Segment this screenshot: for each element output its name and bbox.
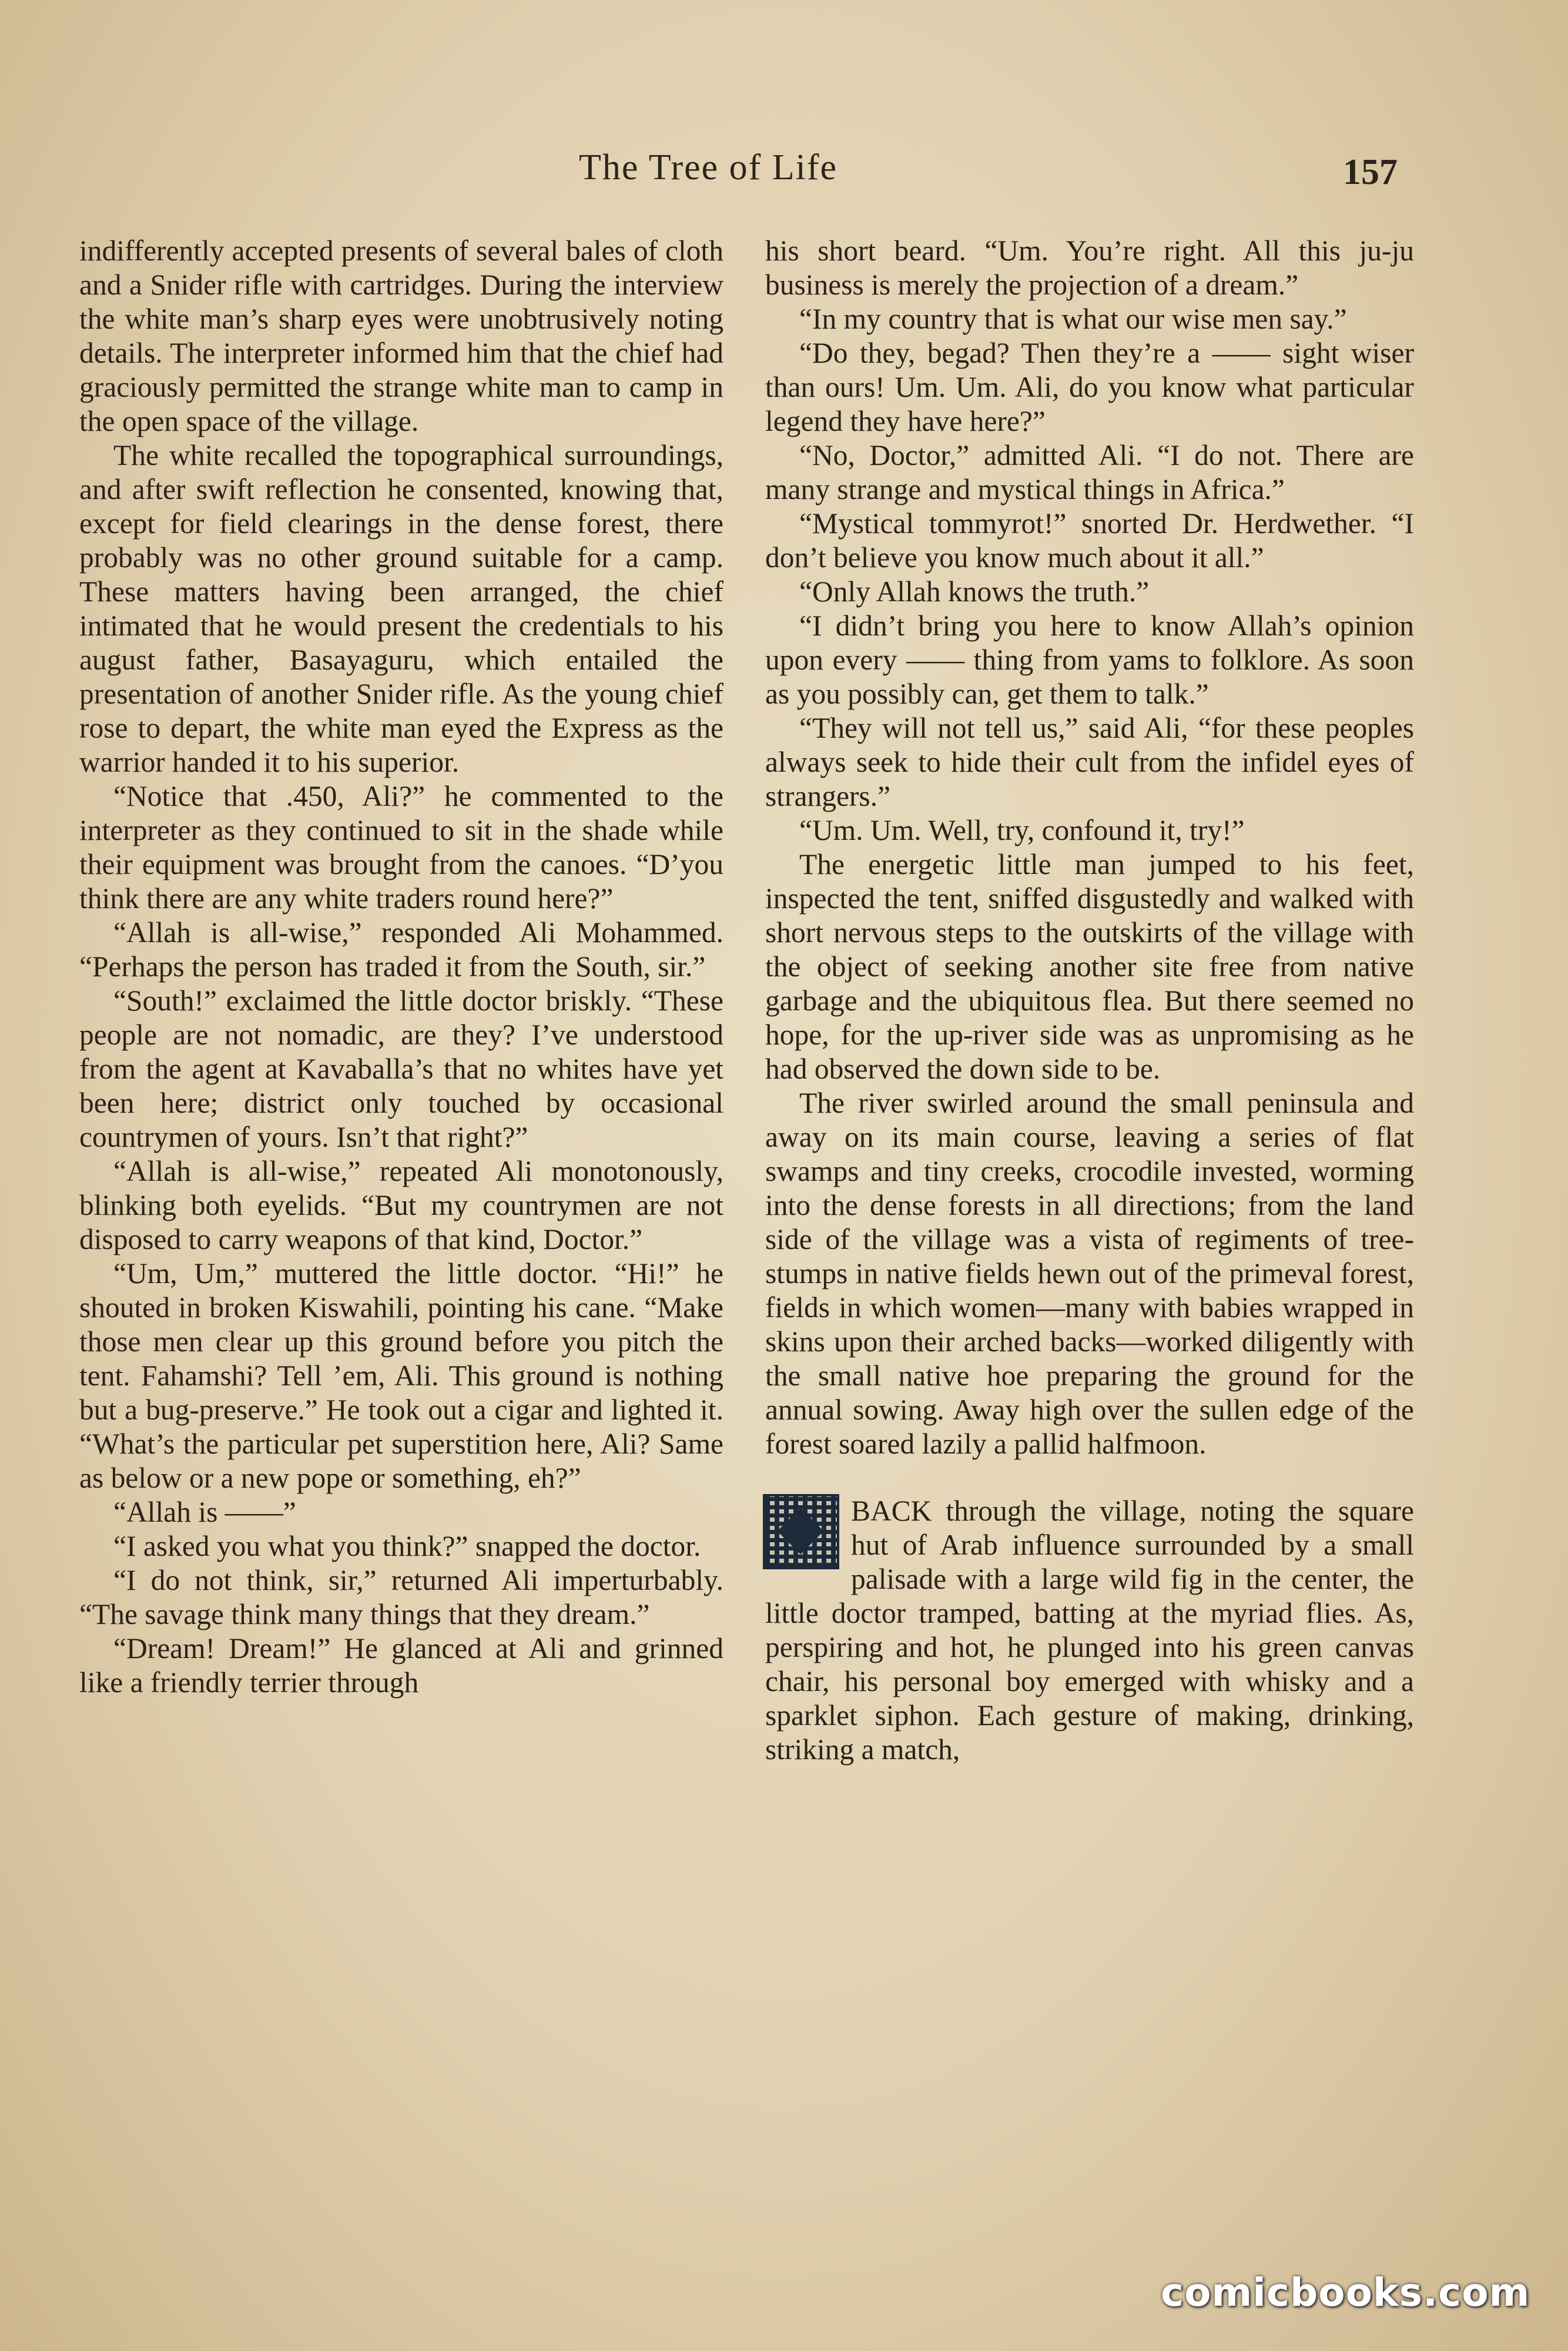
paragraph: “Allah is ——”	[113, 1496, 296, 1528]
paragraph: “Notice that .450, Ali?” he commented to the interpreter as they continued to sit in the shade while their equipment was brought from the canoes. “D’you think there are any white traders round here?”	[79, 780, 723, 915]
paragraph: The white recalled the topographical surroundings, and after swift reflection he consented, knowing that, except for field clearings in the dense forest, there probably was no other ground suitable for a camp. These matters having been arranged, the chief intimated that he would present the credentials to his august father, Basayaguru, which entailed the presentation of another Snider rifle. As the young chief rose to depart, the white man eyed the Express as the warrior handed it to his superior.	[79, 439, 723, 778]
paragraph: “Um. Um. Well, try, confound it, try!”	[799, 814, 1245, 846]
paragraph: The energetic little man jumped to his feet, inspected the tent, sniffed disgustedly and walked with short nervous steps to the outskirts of the village with the object of seeking another site free from native garbage and the ubiquitous flea. But there seemed no hope, for the up-river side was as unpromising as he had observed the down side to be.	[765, 848, 1414, 1085]
paragraph: “South!” exclaimed the little doctor briskly. “These people are not nomadic, are they? I’ve understood from the agent at Kavaballa’s that no whites have yet been here; district only touched by occasional countrymen of yours. Isn’t that right?”	[79, 984, 723, 1153]
paragraph: “I do not think, sir,” returned Ali imperturbably. “The savage think many things that they dream.”	[79, 1564, 723, 1630]
paragraph: “Do they, begad? Then they’re a —— sight wiser than ours! Um. Um. Ali, do you know what particular legend they have here?”	[765, 337, 1414, 437]
paragraph: “Allah is all-wise,” responded Ali Mohammed. “Perhaps the person has traded it from the South, sir.”	[79, 916, 723, 983]
paragraph: “I asked you what you think?” snapped the doctor.	[113, 1530, 701, 1562]
paragraph: “Only Allah knows the truth.”	[799, 575, 1150, 608]
page-header	[0, 147, 1568, 200]
section-opening-paragraph: BACK through the village, noting the square hut of Arab influence surrounded by a small palisade with a large wild fig in the center, the little doctor tramped, batting at the myriad flies. As, perspiring and hot, he plunged into his green canvas chair, his personal boy emerged with whisky and a sparklet siphon. Each gesture of making, drinking, striking a match,	[765, 1495, 1414, 1766]
paragraph: “Allah is all-wise,” repeated Ali monotonously, blinking both eyelids. “But my countrymen are not disposed to carry weapons of that kind, Doctor.”	[79, 1155, 723, 1255]
paragraph: “They will not tell us,” said Ali, “for these peoples always seek to hide their cult from the infidel eyes of strangers.”	[765, 712, 1414, 812]
section-break	[765, 1494, 1414, 1767]
running-title: The Tree of Life	[579, 148, 838, 187]
paragraph: “I didn’t bring you here to know Allah’s opinion upon every —— thing from yams to folklore. As soon as you possibly can, get them to talk.”	[765, 609, 1414, 710]
page-number: 157	[1343, 152, 1398, 192]
paragraph: indifferently accepted presents of several bales of cloth and a Snider rifle with cartridges. During the interview the white man’s sharp eyes were unobtrusively noting details. The interpreter informed him that the chief had graciously permitted the strange white man to camp in the open space of the village.	[79, 235, 723, 437]
paragraph: “In my country that is what our wise men say.”	[799, 303, 1347, 335]
paragraph: his short beard. “Um. You’re right. All this ju-ju business is merely the projection of a dream.”	[765, 235, 1414, 301]
left-column	[79, 234, 723, 1700]
paragraph: “Dream! Dream!” He glanced at Ali and grinned like a friendly terrier through	[79, 1632, 723, 1699]
paragraph: “Um, Um,” muttered the little doctor. “Hi!” he shouted in broken Kiswahili, pointing his cane. “Make those men clear up this ground before you pitch the tent. Fahamshi? Tell ’em, Ali. This ground is nothing but a bug-preserve.” He took out a cigar and lighted it. “What’s the particular pet superstition here, Ali? Same as below or a new pope or something, eh?”	[79, 1257, 723, 1494]
paragraph: The river swirled around the small peninsula and away on its main course, leaving a series of flat swamps and tiny creeks, crocodile invested, worming into the dense forests in all directions; from the land side of the village was a vista of regiments of tree-stumps in native fields hewn out of the primeval forest, fields in which women—many with babies wrapped in skins upon their arched backs—worked diligently with the small native hoe preparing the ground for the annual sowing. Away high over the sullen edge of the forest soared lazily a pallid halfmoon.	[765, 1087, 1414, 1460]
paragraph: “Mystical tommyrot!” snorted Dr. Herdwether. “I don’t believe you know much about it all.”	[765, 507, 1414, 574]
ornament-icon	[765, 1496, 837, 1567]
paragraph: “No, Doctor,” admitted Ali. “I do not. There are many strange and mystical things in Africa.”	[765, 439, 1414, 505]
watermark: comicbooks.com	[1161, 2270, 1530, 2315]
right-column	[765, 234, 1414, 1767]
